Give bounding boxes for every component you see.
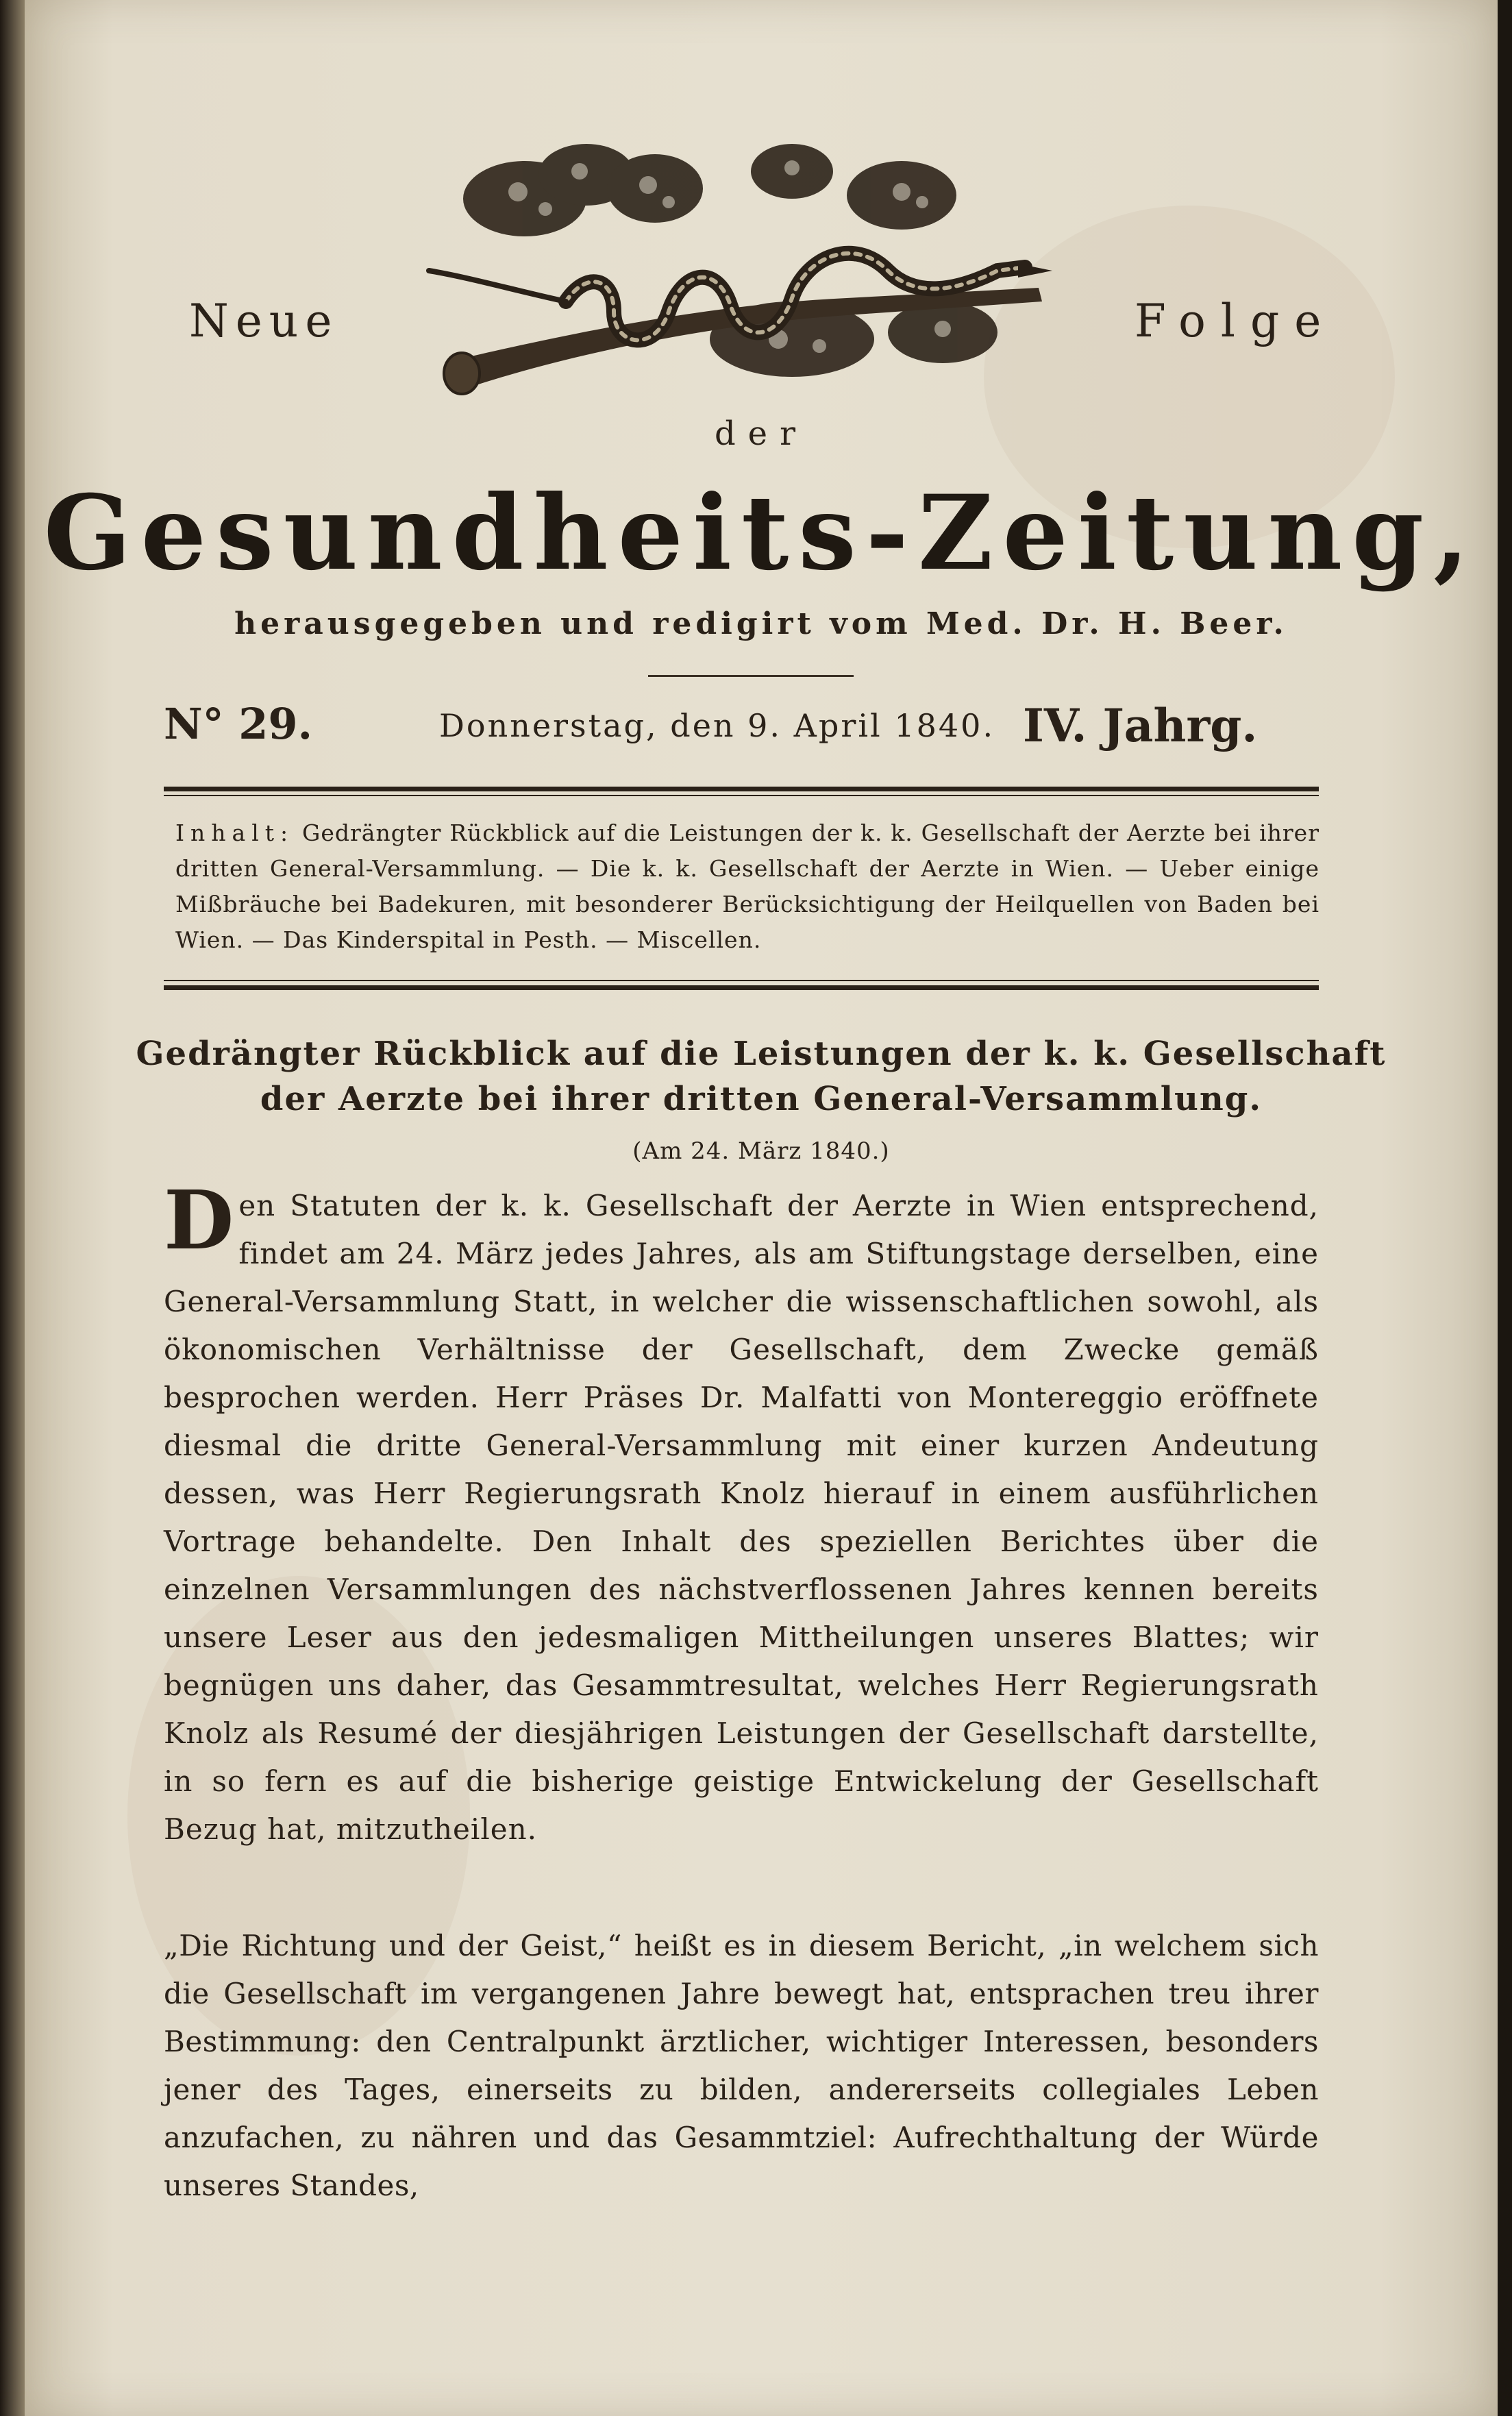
drop-cap: D: [164, 1172, 235, 1268]
editor-line: herausgegeben und redigirt vom Med. Dr. H. Beer.: [234, 606, 1288, 641]
masthead-folge: Folge: [1135, 295, 1337, 347]
scan-border: [1498, 0, 1512, 2416]
contents-text: Gedrängter Rückblick auf die Leistungen der k. k. Gesellschaft der Aerzte bei ihrer dritten General-Versammlung. — Die k. k. Gesellschaft der Aerzte in Wien. — Ueber einige Mißbräuche bei Badekuren, mit besonderer Berücksichtigung der Heilquellen von Baden bei Wien. — Das Kinderspital in Pesth. — Miscellen.: [175, 819, 1319, 953]
issue-date: Donnerstag, den 9. April 1840.: [439, 707, 995, 744]
divider-thin: [164, 795, 1319, 796]
article-paragraph-2: [164, 1922, 1319, 2210]
headline-line-1: Gedrängter Rückblick auf die Leistungen der k. k. Gesellschaft: [136, 1035, 1387, 1073]
masthead-neue: Neue: [189, 295, 339, 347]
divider-thick: [164, 985, 1319, 990]
meeting-date: (Am 24. März 1840.): [632, 1137, 890, 1165]
paragraph-2-text: „Die Richtung und der Geist,“ heißt es in diesem Bericht, „in welchem sich die Gesellschaft im vergangenen Jahre bewegt hat, entsprachen treu ihrer Bestimmung: den Centralpunkt ärztlicher, wichtiger Interessen, besonders jener des Tages, einerseits zu bilden, andererseits collegiales Leben anzufachen, zu nähren und das Gesammtziel: Aufrechthaltung der Würde unseres Standes,: [164, 1929, 1319, 2202]
divider-thick: [164, 787, 1319, 791]
newspaper-title: Gesundheits-Zeitung,: [43, 473, 1479, 593]
book-binding-edge: [0, 0, 25, 2416]
article-paragraph-1: [164, 1172, 1319, 1853]
article-headline: [25, 1031, 1498, 1122]
table-of-contents: [175, 815, 1319, 958]
issue-year: IV. Jahrg.: [1023, 699, 1258, 752]
newspaper-page: [25, 0, 1498, 2416]
short-divider: [648, 675, 854, 677]
masthead-der: der: [714, 415, 808, 453]
divider-thin: [164, 980, 1319, 981]
headline-line-2: der Aerzte bei ihrer dritten General-Versammlung.: [260, 1080, 1263, 1118]
paragraph-1-text: en Statuten der k. k. Gesellschaft der Aerzte in Wien entsprechend, findet am 24. März jedes Jahres, als am Stiftungstage derselben, eine General-Versammlung Statt, in welcher die wissenschaftlichen sowohl, als ökonomischen Verhältnisse der Gesellschaft, dem Zwecke gemäß besprochen werden. Herr Präses Dr. Malfatti von Montereggio eröffnete diesmal die dritte General-Versammlung mit einer kurzen Andeutung dessen, was Herr Regierungsrath Knolz hierauf in einem ausführlichen Vortrage behandelte. Den Inhalt des speziellen Berichtes über die einzelnen Versammlungen des nächstverflossenen Jahres kennen bereits unsere Leser aus den jedesmaligen Mittheilungen unseres Blattes; wir begnügen uns daher, das Gesammtresultat, welches Herr Regierungsrath Knolz als Resumé der diesjährigen Leistungen der Gesellschaft darstellte, in so fern es auf die bisherige geistige Entwickelung der Gesellschaft Bezug hat, mitzutheilen.: [164, 1189, 1319, 1846]
issue-line: [25, 699, 1498, 761]
issue-number: N° 29.: [164, 699, 313, 749]
snake-branch-vignette: [408, 134, 1080, 401]
contents-label: Inhalt:: [175, 819, 295, 846]
